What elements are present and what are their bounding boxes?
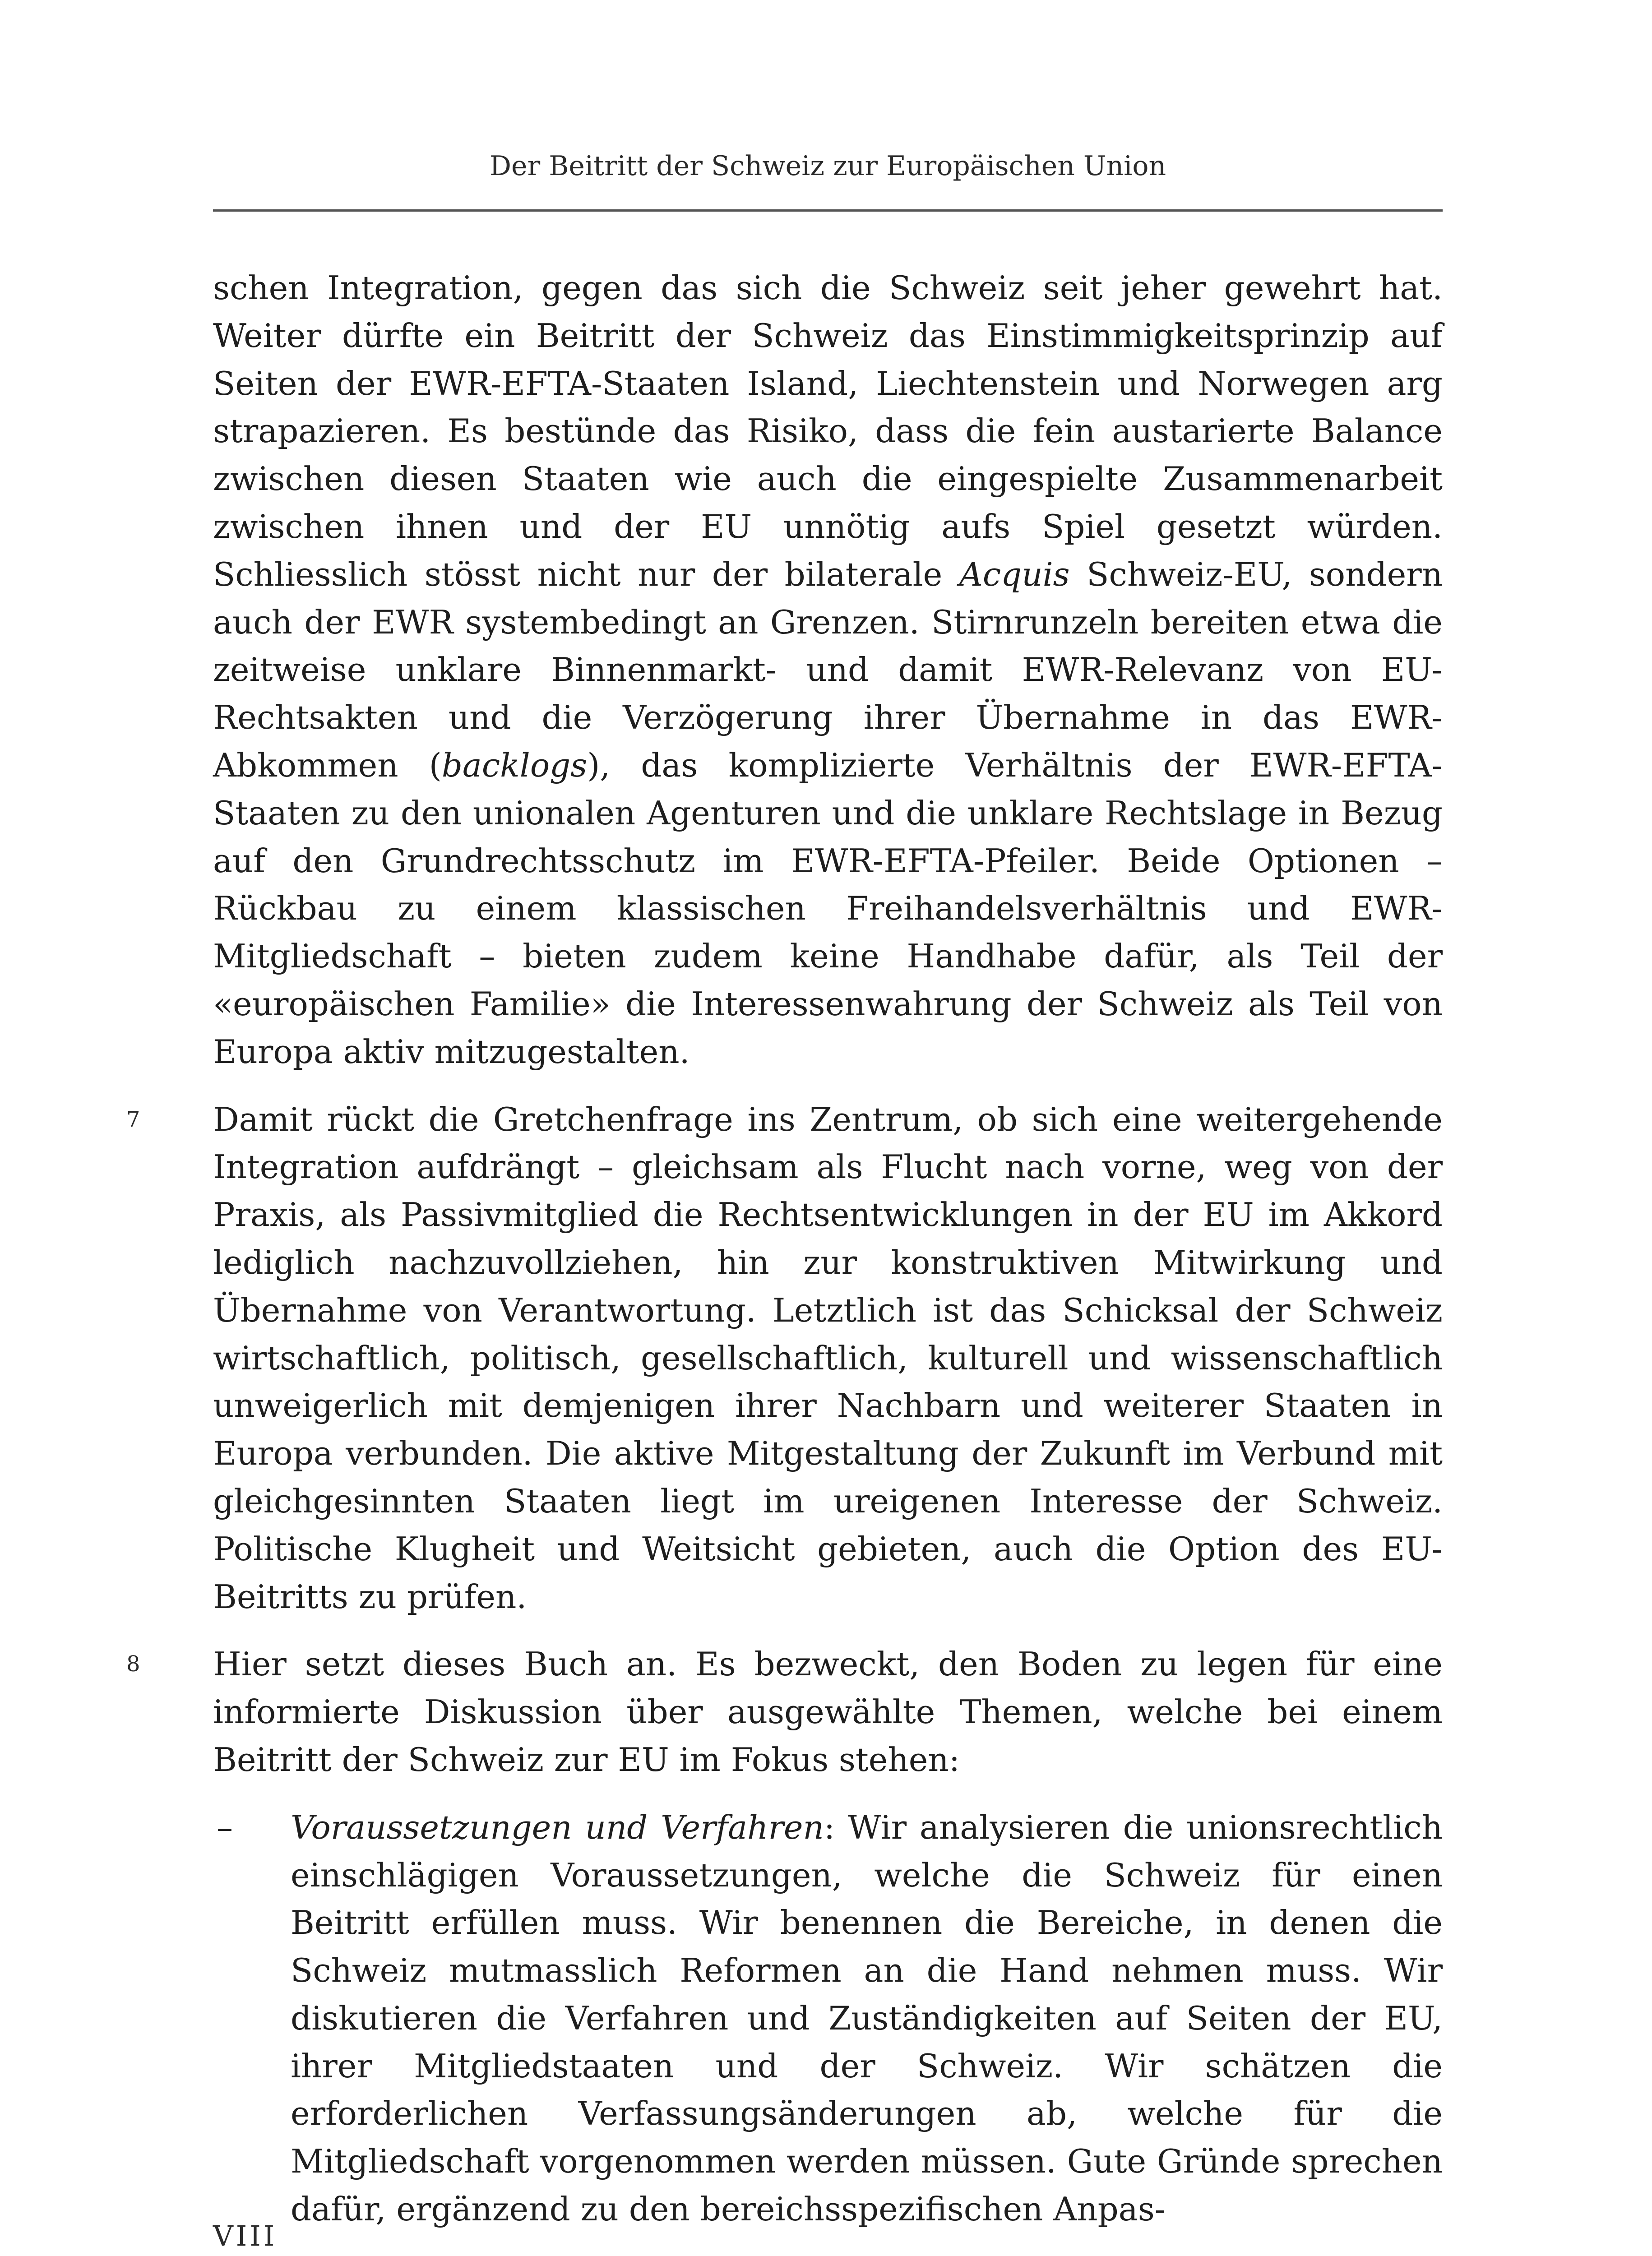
- list-item-text: : Wir analysieren die unionsrechtlich einschlägigen Voraussetzungen, welche die Schweiz für einen Beitritt erfüllen muss. Wir benennen die Bereiche, in denen die Schweiz mutmasslich Reformen an die Hand nehmen muss. Wir diskutieren die Verfahren und Zuständigkeiten auf Seiten der EU, ihrer Mitgliedstaaten und der Schweiz. Wir schätzen die erforderlichen Verfassungsänderungen ab, welche für die Mitgliedschaft vorgenommen werden müssen. Gute Gründe sprechen dafür, ergänzend zu den bereichsspezifischen Anpas-: [291, 1808, 1443, 2228]
- paragraph-text: ), das komplizierte Verhältnis der EWR-EFTA-Staaten zu den unionalen Agenturen und die unklare Rechtslage in Bezug auf den Grundrechtsschutz im EWR-EFTA-Pfeiler. Beide Optionen – Rückbau zu einem klassischen Freihandelsverhältnis und EWR-Mitgliedschaft – bieten zudem keine Handhabe dafür, als Teil der «europäischen Familie» die Interessenwahrung der Schweiz als Teil von Europa aktiv mitzugestalten.: [213, 746, 1443, 1071]
- paragraph-text: schen Integration, gegen das sich die Schweiz seit jeher gewehrt hat. Weiter dürfte ein Beitritt der Schweiz das Einstimmigkeitsprinzip auf Seiten der EWR-EFTA-Staaten Island, Liechtenstein und Norwegen arg strapazieren. Es bestünde das Risiko, dass die fein austarierte Balance zwischen diesen Staaten wie auch die eingespielte Zusammenarbeit zwischen ihnen und der EU unnötig aufs Spiel gesetzt würden. Schliesslich stösst nicht nur der bilaterale: [213, 269, 1443, 593]
- list-item: [213, 1804, 1443, 2233]
- paragraph-text: Schweiz-EU, sondern auch der EWR systembedingt an Grenzen. Stirnrunzeln bereiten etwa die zeitweise unklare Binnenmarkt- und damit EWR-Relevanz von EU-Rechtsakten und die Verzögerung ihrer Übernahme in das EWR-Abkommen (: [213, 555, 1443, 784]
- page-number: VIII: [213, 2219, 278, 2252]
- topic-list: [213, 1804, 1443, 2233]
- paragraph-8: [126, 1641, 1443, 1784]
- paragraph-emphasis: Acquis: [959, 555, 1070, 593]
- paragraph-text: Damit rückt die Gretchenfrage ins Zentrum, ob sich eine weitergehende Integration aufdrängt – gleichsam als Flucht nach vorne, weg von der Praxis, als Passivmitglied die Rechtsentwicklungen in der EU im Akkord lediglich nachzuvollziehen, hin zur konstruktiven Mitwirkung und Übernahme von Verantwortung. Letztlich ist das Schicksal der Schweiz wirtschaftlich, politisch, gesellschaftlich, kulturell und wissenschaftlich unweigerlich mit demjenigen ihrer Nachbarn und weiterer Staaten in Europa verbunden. Die aktive Mitgestaltung der Zukunft im Verbund mit gleichgesinnten Staaten liegt im ureigenen Interesse der Schweiz. Politische Klugheit und Weitsicht gebieten, auch die Option des EU-Beitritts zu prüfen.: [213, 1100, 1443, 1616]
- body-text: [126, 264, 1443, 2233]
- margin-number: 8: [126, 1651, 140, 1677]
- paragraph-7: [126, 1096, 1443, 1621]
- paragraph-continued: [213, 264, 1443, 1076]
- list-item-term: Voraussetzungen und Verfahren: [291, 1808, 824, 1846]
- header-rule: [213, 209, 1443, 212]
- margin-number: 7: [126, 1106, 140, 1132]
- list-dash: –: [217, 1808, 233, 1846]
- paragraph-emphasis: backlogs: [441, 746, 588, 784]
- running-head: Der Beitritt der Schweiz zur Europäischen Union: [489, 150, 1166, 182]
- paragraph-text: Hier setzt dieses Buch an. Es bezweckt, den Boden zu legen für eine informierte Diskussion über ausgewählte Themen, welche bei einem Beitritt der Schweiz zur EU im Fokus stehen:: [213, 1645, 1443, 1779]
